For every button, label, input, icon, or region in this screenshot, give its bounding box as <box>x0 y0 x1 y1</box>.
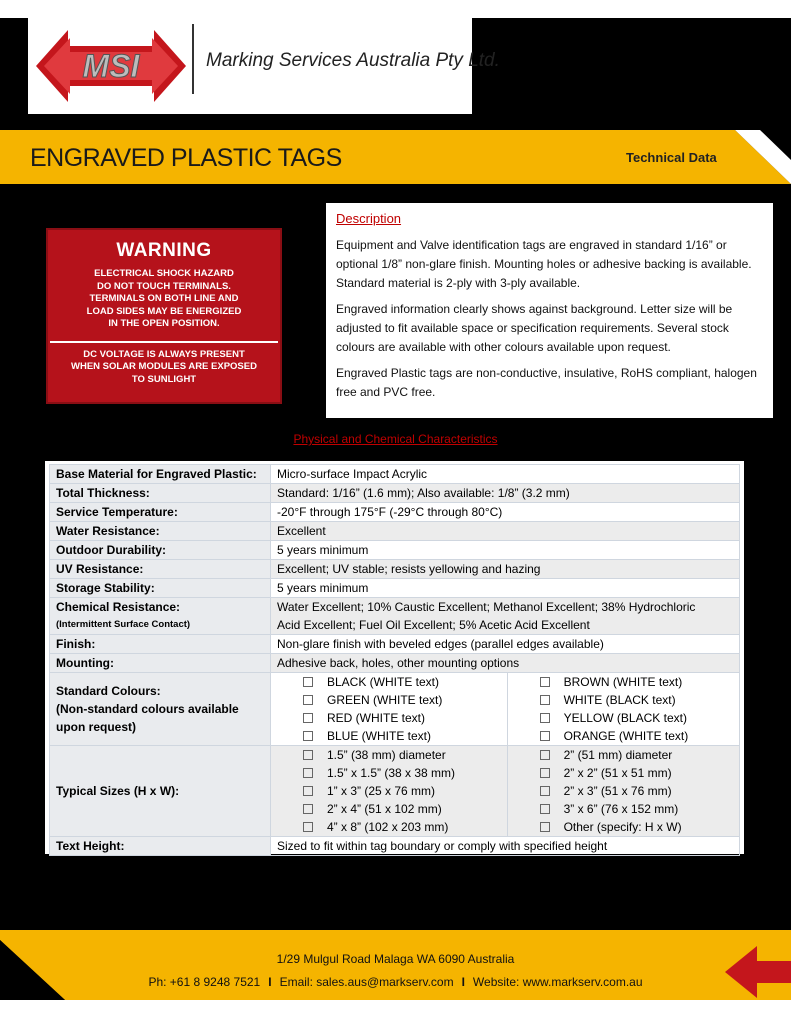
colour-label: RED (WHITE text) <box>327 711 425 725</box>
row-label: Text Height: <box>50 837 271 856</box>
characteristics-table <box>45 461 744 854</box>
footer-contact <box>0 975 791 989</box>
checkbox-icon <box>303 822 313 832</box>
footer-phone: Ph: +61 8 9248 7521 <box>148 975 261 989</box>
warning-footer-line: WHEN SOLAR MODULES ARE EXPOSED <box>71 361 257 372</box>
checkbox-icon <box>540 786 550 796</box>
colours-right <box>507 673 739 746</box>
top-white-strip <box>0 0 791 18</box>
row-value <box>271 598 740 635</box>
msi-logo-icon <box>36 26 186 106</box>
description-paragraph: Engraved information clearly shows against background. Letter size will be adjusted to fit available space or specification requirements. Several stock colours are available with other colours available upon request. <box>336 302 733 354</box>
warning-line: TERMINALS ON BOTH LINE AND <box>89 293 239 304</box>
checkbox-icon <box>303 731 313 741</box>
sizes-left <box>271 746 508 837</box>
colour-option <box>277 727 501 745</box>
size-option <box>514 818 733 836</box>
colours-left <box>271 673 508 746</box>
size-label: 1” x 3” (25 x 76 mm) <box>327 784 436 798</box>
warning-sign-image <box>46 228 282 404</box>
row-label: Service Temperature: <box>50 503 271 522</box>
warning-footer-line: TO SUNLIGHT <box>131 373 197 385</box>
row-label: Outdoor Durability: <box>50 541 271 560</box>
table-row <box>50 560 740 579</box>
size-label: 2” (51 mm) diameter <box>563 748 673 762</box>
footer-separator: I <box>461 975 465 989</box>
table-row <box>50 465 740 484</box>
colour-label: BLUE (WHITE text) <box>327 729 432 743</box>
size-option <box>514 746 733 764</box>
warning-footer-line: DC VOLTAGE IS ALWAYS PRESENT <box>83 348 245 360</box>
size-label: 2” x 2” (51 x 51 mm) <box>563 766 672 780</box>
checkbox-icon <box>303 786 313 796</box>
size-label: Other (specify: H x W) <box>563 820 682 834</box>
logo-text: MSI <box>82 48 140 84</box>
row-label: Total Thickness: <box>50 484 271 503</box>
description-paragraph: Engraved Plastic tags are non-conductive, insulative, RoHS compliant, halogen free and PVC free. <box>336 366 757 399</box>
warning-body <box>48 268 280 331</box>
colour-label: ORANGE (WHITE text) <box>563 729 689 743</box>
warning-line: ELECTRICAL SHOCK HAZARD <box>94 268 234 279</box>
checkbox-icon <box>540 731 550 741</box>
size-label: 3” x 6” (76 x 152 mm) <box>563 802 679 816</box>
row-label: Storage Stability: <box>50 579 271 598</box>
checkbox-icon <box>540 713 550 723</box>
row-value: Excellent; UV stable; resists yellowing and hazing <box>271 560 740 579</box>
checkbox-icon <box>540 822 550 832</box>
colour-label: YELLOW (BLACK text) <box>563 711 687 725</box>
table-row <box>50 522 740 541</box>
table-row <box>50 579 740 598</box>
row-value: Non-glare finish with beveled edges (parallel edges available) <box>271 635 740 654</box>
size-label: 2” x 3” (51 x 76 mm) <box>563 784 672 798</box>
characteristics-heading: Physical and Chemical Characteristics <box>293 432 498 446</box>
row-label: Water Resistance: <box>50 522 271 541</box>
colour-option <box>277 709 501 727</box>
table-row <box>50 837 740 856</box>
row-value: Standard: 1/16” (1.6 mm); Also available: 1/8” (3.2 mm) <box>271 484 740 503</box>
size-option <box>277 764 501 782</box>
checkbox-icon <box>540 768 550 778</box>
row-value: 5 years minimum <box>271 541 740 560</box>
row-label: Finish: <box>50 635 271 654</box>
colour-option <box>514 709 733 727</box>
checkbox-icon <box>540 804 550 814</box>
table-row <box>50 654 740 673</box>
checkbox-icon <box>303 695 313 705</box>
row-value: 5 years minimum <box>271 579 740 598</box>
technical-data-label: Technical Data <box>626 150 717 165</box>
logo-divider <box>192 24 194 94</box>
table-row <box>50 635 740 654</box>
row-value: Excellent <box>271 522 740 541</box>
colour-label: BROWN (WHITE text) <box>563 675 683 689</box>
table-row <box>50 541 740 560</box>
colour-label: GREEN (WHITE text) <box>327 693 443 707</box>
row-label: Mounting: <box>50 654 271 673</box>
checkbox-icon <box>303 677 313 687</box>
warning-line: DO NOT TOUCH TERMINALS. <box>97 280 231 292</box>
row-value: Adhesive back, holes, other mounting options <box>271 654 740 673</box>
checkbox-icon <box>303 713 313 723</box>
colours-label: (Non-standard colours available <box>56 702 239 716</box>
footer-website[interactable]: Website: www.markserv.com.au <box>472 975 643 989</box>
row-value: -20°F through 175°F (-29°C through 80°C) <box>271 503 740 522</box>
row-label: Base Material for Engraved Plastic: <box>50 465 271 484</box>
warning-line: IN THE OPEN POSITION. <box>108 318 220 329</box>
description-paragraph: Equipment and Valve identification tags are engraved in standard 1/16” or optional 1/8” non-glare finish. Mounting holes or adhesive backing is available. Standard material is 2-ply with 3-ply available. <box>336 238 752 290</box>
warning-line: LOAD SIDES MAY BE ENERGIZED <box>86 305 242 317</box>
footer-separator: I <box>268 975 272 989</box>
description-box <box>326 203 773 418</box>
checkbox-icon <box>540 695 550 705</box>
size-option <box>277 782 501 800</box>
chemical-value-line: Water Excellent; 10% Caustic Excellent; Methanol Excellent; 38% Hydrochloric <box>277 600 696 614</box>
checkbox-icon <box>540 750 550 760</box>
footer-email[interactable]: Email: sales.aus@markserv.com <box>279 975 454 989</box>
colours-label: upon request) <box>56 720 136 734</box>
size-label: 1.5” (38 mm) diameter <box>327 748 446 762</box>
checkbox-icon <box>303 750 313 760</box>
logo-panel <box>28 18 500 114</box>
footer-address: 1/29 Mulgul Road Malaga WA 6090 Australia <box>276 952 515 966</box>
company-name: Marking Services Australia Pty Ltd. <box>206 50 500 71</box>
colour-option <box>514 673 733 691</box>
page-title: ENGRAVED PLASTIC TAGS <box>30 144 342 172</box>
chemical-label: Chemical Resistance: <box>56 600 181 614</box>
row-label: UV Resistance: <box>50 560 271 579</box>
row-label: Typical Sizes (H x W): <box>50 746 271 837</box>
row-label <box>50 598 271 635</box>
table-row <box>50 484 740 503</box>
row-label <box>50 673 271 746</box>
colour-option <box>277 673 501 691</box>
table-row-colours <box>50 673 740 746</box>
sizes-right <box>507 746 739 837</box>
size-option <box>514 800 733 818</box>
row-value: Sized to fit within tag boundary or comply with specified height <box>271 837 740 856</box>
checkbox-icon <box>540 677 550 687</box>
size-option <box>514 782 733 800</box>
chemical-value-line: Acid Excellent; Fuel Oil Excellent; 5% Acetic Acid Excellent <box>277 618 590 632</box>
warning-title: WARNING <box>116 240 212 261</box>
checkbox-icon <box>303 768 313 778</box>
table-row-chemical <box>50 598 740 635</box>
colour-label: WHITE (BLACK text) <box>563 693 676 707</box>
checkbox-icon <box>303 804 313 814</box>
colour-option <box>514 727 733 745</box>
warning-divider <box>50 341 278 343</box>
colour-label: BLACK (WHITE text) <box>327 675 440 689</box>
colours-label: Standard Colours: <box>56 684 161 698</box>
bottom-white-strip <box>0 1000 791 1024</box>
size-label: 4” x 8” (102 x 203 mm) <box>327 820 449 834</box>
chemical-sublabel: (Intermittent Surface Contact) <box>56 619 191 630</box>
table-row-sizes <box>50 746 740 837</box>
description-heading: Description <box>336 211 402 226</box>
table-row <box>50 503 740 522</box>
colour-option <box>277 691 501 709</box>
size-option <box>514 764 733 782</box>
size-option <box>277 800 501 818</box>
size-option <box>277 746 501 764</box>
size-option <box>277 818 501 836</box>
colour-option <box>514 691 733 709</box>
size-label: 2” x 4” (51 x 102 mm) <box>327 802 442 816</box>
warning-footer <box>48 349 280 387</box>
row-value: Micro-surface Impact Acrylic <box>271 465 740 484</box>
size-label: 1.5” x 1.5” (38 x 38 mm) <box>327 766 456 780</box>
